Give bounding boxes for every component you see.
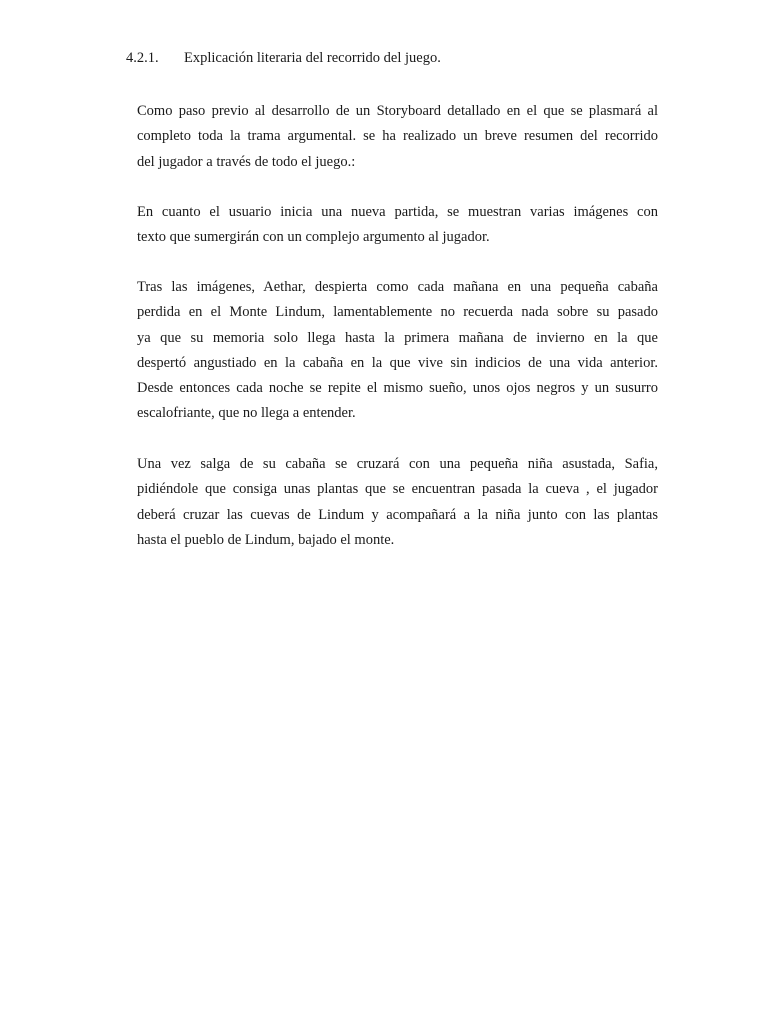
paragraph-line: completo toda la trama argumental. se ha realizado un breve resumen del recorrido [137, 128, 658, 145]
paragraph-line: texto que sumergirán con un complejo argumento al jugador. [137, 229, 490, 246]
paragraph-line: pidiéndole que consiga unas plantas que se encuentran pasada la cueva , el jugador [137, 481, 658, 498]
paragraph-aethar [137, 275, 658, 427]
paragraph-line: En cuanto el usuario inicia una nueva partida, se muestran varias imágenes con [137, 204, 658, 220]
paragraph-line: Desde entonces cada noche se repite el mismo sueño, unos ojos negros y un susurro [137, 380, 658, 397]
section-title: Explicación literaria del recorrido del juego. [184, 50, 441, 66]
section-number: 4.2.1. [126, 50, 159, 66]
paragraph-new-game [137, 200, 658, 251]
paragraph-line: ya que su memoria solo llega hasta la primera mañana de invierno en la que [137, 329, 658, 346]
section-heading [126, 48, 441, 68]
paragraph-line: escalofriante, que no llega a entender. [137, 405, 356, 422]
paragraph-line: Tras las imágenes, Aethar, despierta como cada mañana en una pequeña cabaña [137, 279, 658, 295]
paragraph-line: hasta el pueblo de Lindum, bajado el monte. [137, 531, 395, 548]
paragraph-line: perdida en el Monte Lindum, lamentablemente no recuerda nada sobre su pasado [137, 304, 658, 321]
paragraph-line: despertó angustiado en la cabaña en la que vive sin indicios de una vida anterior. [137, 354, 658, 371]
paragraph-line: del jugador a través de todo el juego.: [137, 153, 356, 170]
paragraph-line: Como paso previo al desarrollo de un Storyboard detallado en el que se plasmará al [137, 103, 658, 119]
paragraph-safia [137, 452, 658, 553]
paragraph-line: Una vez salga de su cabaña se cruzará con una pequeña niña asustada, Safia, [137, 456, 658, 472]
paragraph-line: deberá cruzar las cuevas de Lindum y acompañará a la niña junto con las plantas [137, 506, 658, 523]
paragraph-intro [137, 99, 658, 175]
